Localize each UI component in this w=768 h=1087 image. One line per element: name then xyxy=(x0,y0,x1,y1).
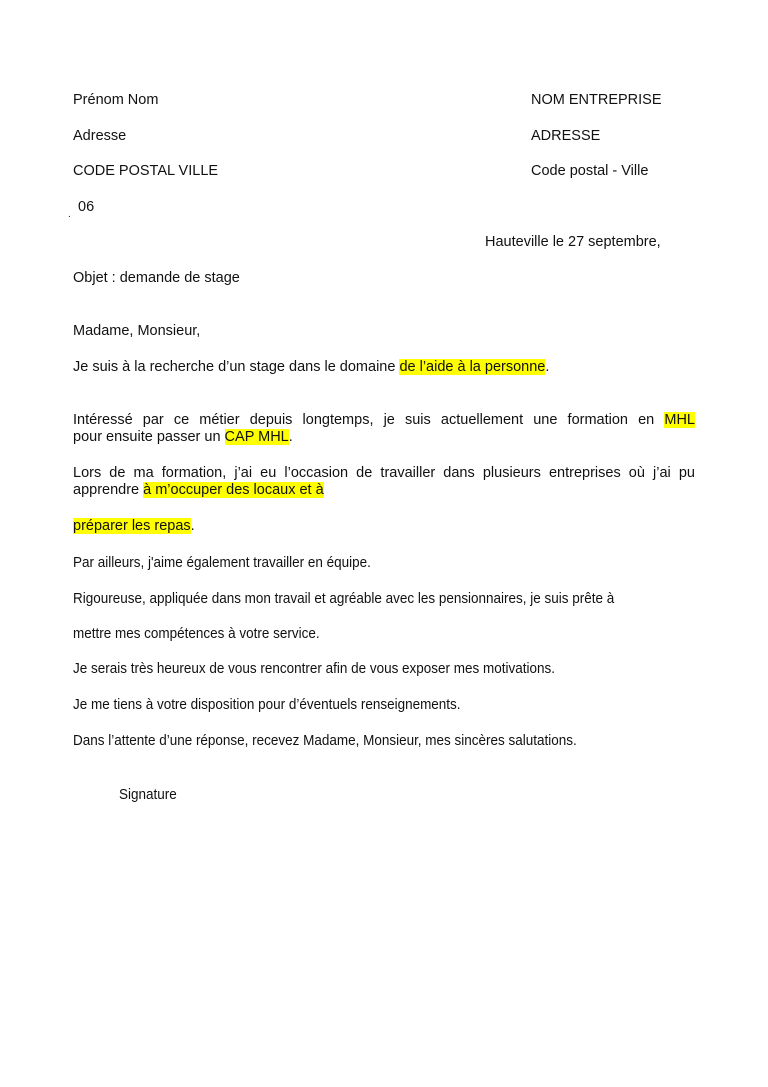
paragraph-intro xyxy=(73,359,549,376)
paragraph-qualities-line2-text: mettre mes compétences à votre service. xyxy=(73,626,320,642)
signature-text: Signature xyxy=(119,787,177,803)
recipient-company: NOM ENTREPRISE xyxy=(531,92,662,108)
paragraph-experience-line3-end: . xyxy=(190,518,195,534)
paragraph-availability-text: Je me tiens à votre disposition pour d’éventuels renseignements. xyxy=(73,697,461,713)
recipient-postal-city: Code postal - Ville xyxy=(531,163,649,179)
paragraph-closing-text: Dans l’attente d’une réponse, recevez Madame, Monsieur, mes sincères salutations. xyxy=(73,733,577,749)
paragraph-formation-line2-end: . xyxy=(288,429,293,445)
paragraph-intro-end: . xyxy=(545,359,550,375)
paragraph-experience-line3 xyxy=(73,518,195,535)
sender-phone: 06 xyxy=(78,199,95,215)
paragraph-formation-line2-text: pour ensuite passer un xyxy=(73,429,225,445)
signature xyxy=(119,787,181,804)
recipient-address: ADRESSE xyxy=(531,128,601,144)
highlight-cap-mhl: CAP MHL xyxy=(224,429,289,445)
phone-dot: . xyxy=(68,209,71,220)
paragraph-experience-line2 xyxy=(73,482,324,499)
paragraph-formation-line2 xyxy=(73,429,293,446)
paragraph-team xyxy=(73,555,393,572)
paragraph-meeting xyxy=(73,661,591,678)
subject-line: Objet : demande de stage xyxy=(73,270,240,286)
sender-address: Adresse xyxy=(73,128,127,144)
highlight-locaux: à m’occuper des locaux et à xyxy=(143,482,324,498)
highlight-repas: préparer les repas xyxy=(73,518,191,534)
highlight-mhl: MHL xyxy=(664,412,695,428)
paragraph-formation-text: Intéressé par ce métier depuis longtemps, je suis actuellement une formation en xyxy=(73,412,665,428)
salutation: Madame, Monsieur, xyxy=(73,323,201,339)
paragraph-team-text: Par ailleurs, j'aime également travailler en équipe. xyxy=(73,555,371,571)
sender-postal-city: CODE POSTAL VILLE xyxy=(73,163,219,179)
paragraph-qualities-line1 xyxy=(73,591,655,608)
paragraph-meeting-text: Je serais très heureux de vous rencontrer afin de vous exposer mes motivations. xyxy=(73,661,555,677)
paragraph-intro-text: Je suis à la recherche d’un stage dans le domaine xyxy=(73,359,400,375)
highlight-domain: de l’aide à la personne xyxy=(399,359,546,375)
paragraph-qualities-line2 xyxy=(73,626,338,643)
paragraph-availability xyxy=(73,697,490,714)
paragraph-qualities-line1-text: Rigoureuse, appliquée dans mon travail et agréable avec les pensionnaires, je suis prête à xyxy=(73,591,615,607)
date-line: Hauteville le 27 septembre, xyxy=(485,234,661,250)
sender-name: Prénom Nom xyxy=(73,92,159,108)
paragraph-experience-line1: Lors de ma formation, j’ai eu l’occasion de travailler dans plusieurs entreprises où j’ai pu xyxy=(73,465,695,481)
paragraph-formation-line1 xyxy=(73,412,695,429)
paragraph-experience-line2-text: apprendre xyxy=(73,482,144,498)
paragraph-closing xyxy=(73,733,615,750)
